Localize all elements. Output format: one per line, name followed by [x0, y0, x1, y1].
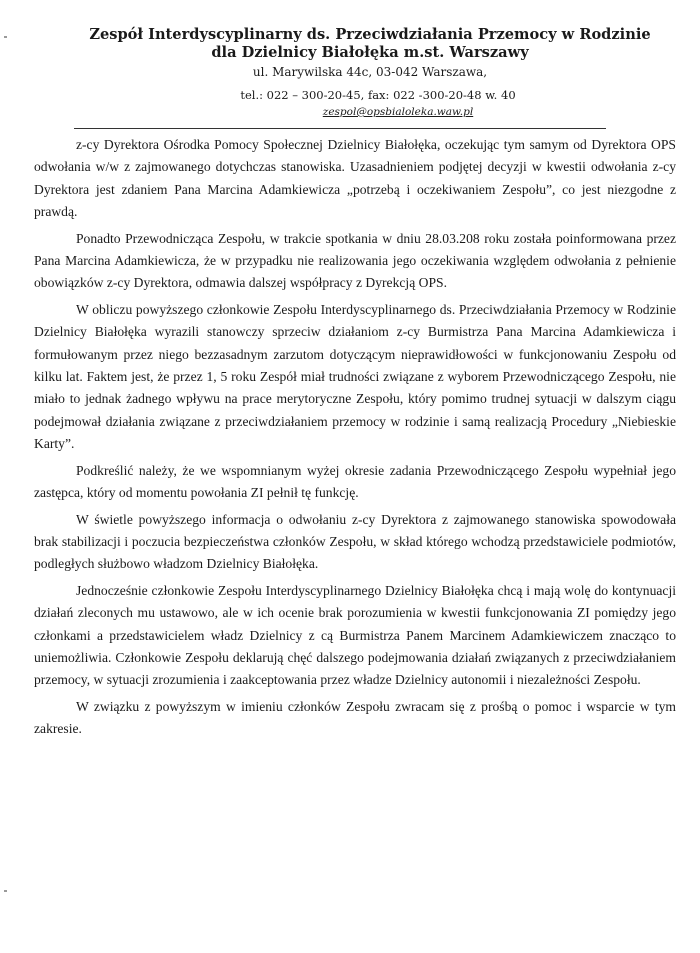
- paragraph-6: Jednocześnie członkowie Zespołu Interdyscyplinarnego Dzielnicy Białołęka chcą i mają wolę do kontynuacji działań zleconych mu ustawowo, ale w ich ocenie brak porozumienia w kwestii funkcjonowania ZI pomiędzy jego członkami a przedstawicielem władz Dzielnicy z cą Burmistrza Panem Marcinem Adamkiewiczem znacząco to uniemożliwia. Członkowie Zespołu deklarują chęć dalszego podejmowania działań związanych z przeciwdziałaniem przemocy, w sytuacji zrozumienia i zaakceptowania przez władze Dzielnicy autonomii i niezależności Zespołu.: [34, 583, 676, 688]
- paragraph-7: W związku z powyższym w imieniu członków Zespołu zwracam się z prośbą o pomoc i wsparcie w tym zakresie.: [34, 699, 676, 737]
- paragraph-2: Ponadto Przewodnicząca Zespołu, w trakcie spotkania w dniu 28.03.208 roku została poinformowana przez Pana Marcina Adamkiewicza, że w przypadku nie realizowania jego oczekiwania względem odwołania z pełnienie obowiązków z-cy Dyrektora, odmawia dalszej współpracy z Dyrekcją OPS.: [34, 230, 676, 291]
- organization-name-line-1: Zespół Interdyscyplinarny ds. Przeciwdziałania Przemocy w Rodzinie: [89, 26, 651, 43]
- paragraph-1: z-cy Dyrektora Ośrodka Pomocy Społecznej Dzielnicy Białołęka, oczekując tym samym od Dyrektora OPS odwołania w/w z zajmowanego dotychczas stanowiska. Uzasadnieniem podjętej decyzji w kwestii odwołania z-cy Dyrektora jest zdaniem Pana Marcina Adamkiewicza „potrzebą i oczekiwaniem Zespołu”, co jest niezgodne z prawdą.: [34, 137, 676, 219]
- scan-speck: [4, 36, 7, 38]
- organization-name-line-2: dla Dzielnicy Białołęka m.st. Warszawy: [211, 44, 529, 61]
- scan-speck: [4, 890, 7, 892]
- letter-body: [34, 134, 676, 745]
- letterhead: [0, 26, 700, 118]
- letterhead-divider: [74, 128, 606, 129]
- paragraph-5: W świetle powyższego informacja o odwołaniu z-cy Dyrektora z zajmowanego stanowiska spowodowała brak stabilizacji i poczucia bezpieczeństwa członków Zespołu, w skład którego wchodzą przedstawiciele podmiotów, podległych służbowo władzom Dzielnicy Białołęka.: [34, 511, 676, 572]
- organization-phone-fax: tel.: 022 – 300-20-45, fax: 022 -300-20-48 w. 40: [240, 88, 516, 102]
- paragraph-4: Podkreślić należy, że we wspomnianym wyżej okresie zadania Przewodniczącego Zespołu wypełniał jego zastępca, który od momentu powołania ZI pełnił tę funkcję.: [34, 462, 676, 500]
- organization-address: ul. Marywilska 44c, 03-042 Warszawa,: [252, 65, 488, 79]
- organization-email: zespol@opsbialoleka.waw.pl: [322, 106, 474, 118]
- paragraph-3: W obliczu powyższego członkowie Zespołu Interdyscyplinarnego ds. Przeciwdziałania Przemocy w Rodzinie Dzielnicy Białołęka wyrazili stanowczy sprzeciw działaniom z-cy Burmistrza Pana Marcina Adamkiewicza i formułowanym przez niego bezzasadnym zarzutom dotyczącym nieprawidłowości w funkcjonowaniu Zespołu od kilku lat. Faktem jest, że przez 1, 5 roku Zespół miał trudności związane z wyborem Przewodniczącego Zespołu, nie miało to jednak żadnego wpływu na prace merytoryczne Zespołu, który pomimo trudnej sytuacji w dalszym ciągu podejmował działania związane z przeciwdziałaniem przemocy w rodzinie i samą realizacją Procedury „Niebieskie Karty”.: [34, 302, 676, 451]
